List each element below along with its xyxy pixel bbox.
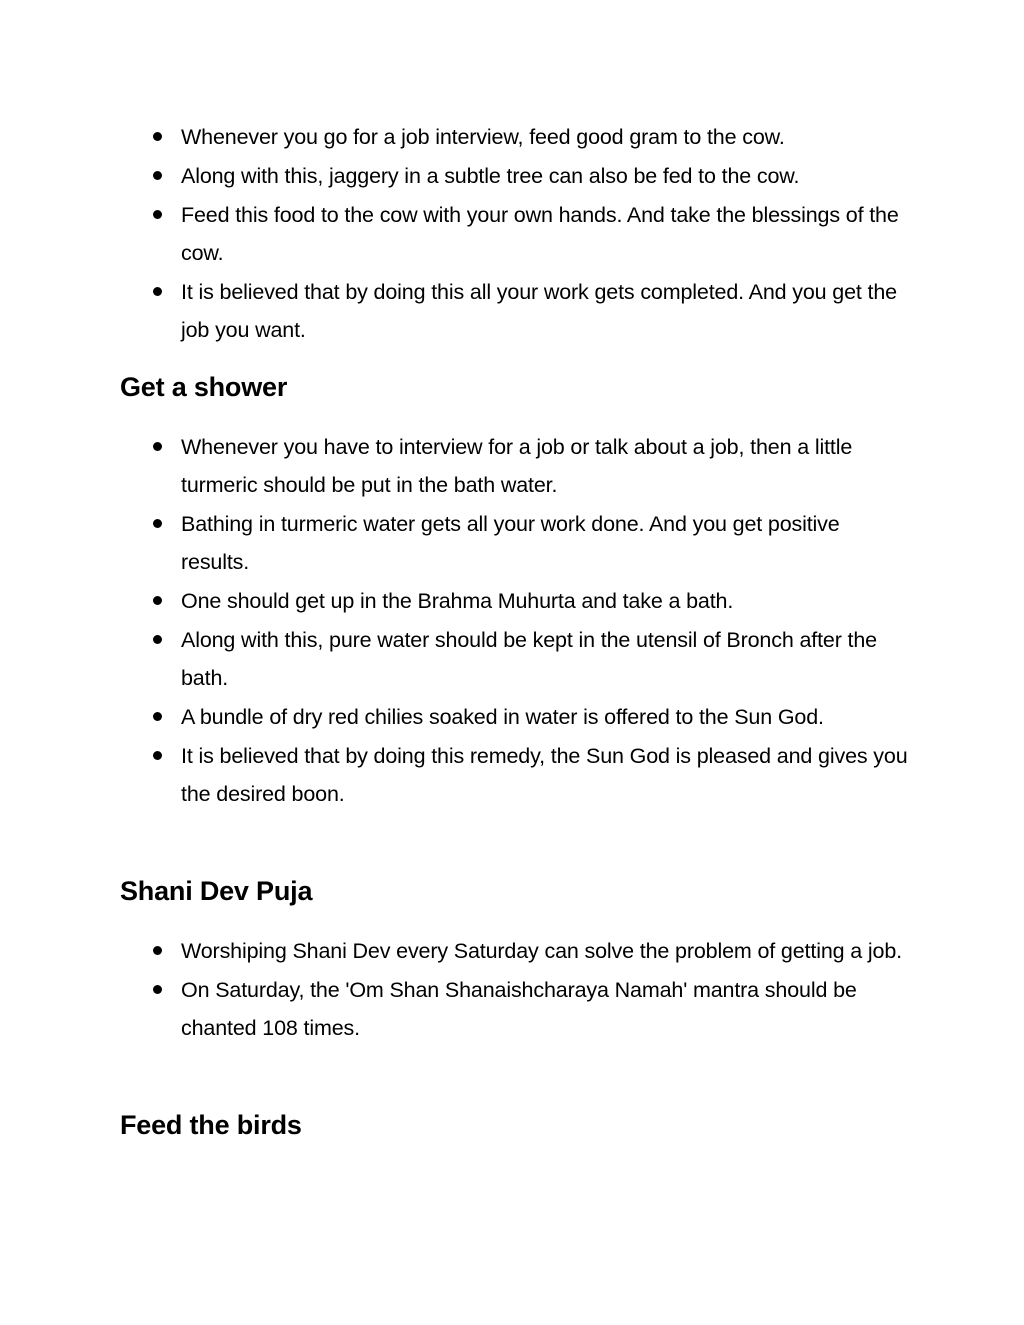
bullet-icon	[153, 519, 162, 528]
list-item: Whenever you have to interview for a job or talk about a job, then a little turmeric should be put in the bath water.	[120, 428, 910, 504]
bullet-icon	[153, 712, 162, 721]
bullet-icon	[153, 596, 162, 605]
list-item: Feed this food to the cow with your own hands. And take the blessings of the cow.	[120, 196, 910, 272]
bullet-icon	[153, 171, 162, 180]
bullet-list	[120, 932, 910, 1047]
list-item: Along with this, pure water should be kept in the utensil of Bronch after the bath.	[120, 621, 910, 697]
section-feed-the-birds	[120, 1108, 910, 1142]
section-shani-dev-puja	[120, 874, 910, 908]
list-item: It is believed that by doing this remedy, the Sun God is pleased and gives you the desired boon.	[120, 737, 910, 813]
list-item: On Saturday, the 'Om Shan Shanaishcharaya Namah' mantra should be chanted 108 times.	[120, 971, 910, 1047]
bullet-list	[120, 118, 910, 349]
list-item: Worshiping Shani Dev every Saturday can solve the problem of getting a job.	[120, 932, 910, 970]
list-item: It is believed that by doing this all your work gets completed. And you get the job you want.	[120, 273, 910, 349]
list-item: Along with this, jaggery in a subtle tree can also be fed to the cow.	[120, 157, 910, 195]
section-cow-remedy	[120, 118, 910, 349]
bullet-icon	[153, 751, 162, 760]
bullet-icon	[153, 210, 162, 219]
section-heading: Get a shower	[120, 372, 288, 402]
bullet-list	[120, 428, 910, 813]
bullet-icon	[153, 442, 162, 451]
bullet-icon	[153, 132, 162, 141]
section-get-a-shower	[120, 370, 910, 404]
bullet-icon	[153, 985, 162, 994]
list-item: Bathing in turmeric water gets all your work done. And you get positive results.	[120, 505, 910, 581]
bullet-icon	[153, 946, 162, 955]
section-get-a-shower-list	[120, 428, 910, 813]
list-item: A bundle of dry red chilies soaked in water is offered to the Sun God.	[120, 698, 910, 736]
section-heading: Shani Dev Puja	[120, 876, 313, 906]
section-shani-dev-puja-list	[120, 932, 910, 1047]
section-heading: Feed the birds	[120, 1110, 302, 1140]
list-item: One should get up in the Brahma Muhurta and take a bath.	[120, 582, 910, 620]
bullet-icon	[153, 635, 162, 644]
bullet-icon	[153, 287, 162, 296]
list-item: Whenever you go for a job interview, feed good gram to the cow.	[120, 118, 910, 156]
